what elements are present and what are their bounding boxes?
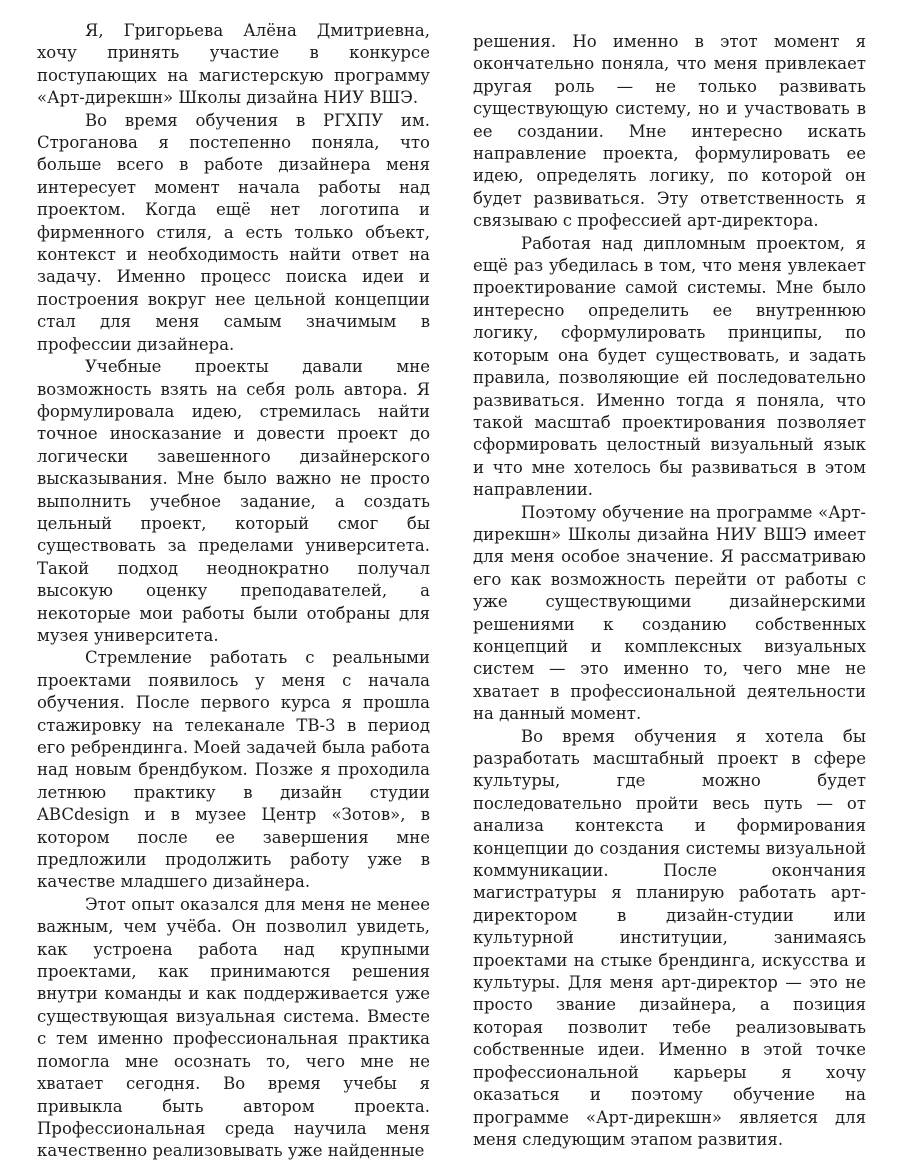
paragraph: Я, Григорьева Алёна Дмитриевна, хочу принять участие в конкурсе поступающих на магистерскую программу «Арт-дирекшн» Школы дизайна НИУ ВШЭ. xyxy=(37,21,430,108)
paragraph: Работая над дипломным проектом, я ещё раз убедилась в том, что меня увлекает проектирование самой системы. Мне было интересно определить ее внутреннюю логику, сформулировать принципы, по которым она будет существовать, и задать правила, позволяющие ей последовательно развиваться. Именно тогда я поняла, что такой масштаб проектирования позволяет сформировать целостный визуальный язык и что мне хотелось бы развиваться в этом направлении. xyxy=(473,233,866,500)
paragraph: Этот опыт оказался для меня не менее важным, чем учёба. Он позволил увидеть, как устроена работа над крупными проектами, как принимаются решения внутри команды и как поддерживается уже существующая визуальная система. Вместе с тем именно профессиональная практика помогла мне осознать то, чего мне не хватает сегодня. Во время учебы я привыкла быть автором проекта. Профессиональная среда научила меня качественно реализовывать уже найденные xyxy=(37,894,430,1161)
paragraph: Учебные проекты давали мне возможность взять на себя роль автора. Я формулировала идею, стремилась найти точное иносказание и довести проект до логически завешенного дизайнерского высказывания. Мне было важно не просто выполнить учебное задание, а создать цельный проект, который смог бы существовать за пределами университета. Такой подход неоднократно получал высокую оценку преподавателей, а некоторые мои работы были отобраны для музея университета. xyxy=(37,357,430,645)
paragraph: Поэтому обучение на программе «Арт-дирекшн» Школы дизайна НИУ ВШЭ имеет для меня особое значение. Я рассматриваю его как возможность перейти от работы с уже существующими дизайнерскими решениями к созданию собственных концепций и комплексных визуальных систем — это именно то, чего мне не хватает в профессиональной деятельности на данный момент. xyxy=(473,502,866,724)
text-column-left xyxy=(37,20,430,1163)
paragraph-continued: решения. Но именно в этот момент я окончательно поняла, что меня привлекает другая роль — не только развивать существующую систему, но и участвовать в ее создании. Мне интересно искать направление проекта, формулировать ее идею, определять логику, по которой он будет развиваться. Эту ответственность я связываю с профессией арт-директора. xyxy=(473,32,866,231)
text-column-right xyxy=(473,31,866,1151)
paragraph: Во время обучения я хотела бы разработать масштабный проект в сфере культуры, где можно будет последовательно пройти весь путь — от анализа контекста и формирования концепции до создания системы визуальной коммуникации. После окончания магистратуры я планирую работать арт-директором в дизайн-студии или культурной институции, занимаясь проектами на стыке брендинга, искусства и культуры. Для меня арт-директор — это не просто звание дизайнера, а позиция которая позволит тебе реализовывать собственные идеи. Именно в этой точке профессиональной карьеры я хочу оказаться и поэтому обучение на программе «Арт-дирекшн» является для меня следующим этапом развития. xyxy=(473,726,866,1149)
paragraph: Во время обучения в РГХПУ им. Строганова я постепенно поняла, что больше всего в работе дизайнера меня интересует момент начала работы над проектом. Когда ещё нет логотипа и фирменного стиля, а есть только объект, контекст и необходимость найти ответ на задачу. Именно процесс поиска идеи и построения вокруг нее цельной концепции стал для меня самым значимым в профессии дизайнера. xyxy=(37,110,430,354)
paragraph: Стремление работать с реальными проектами появилось у меня с начала обучения. После первого курса я прошла стажировку на телеканале ТВ-3 в период его ребрендинга. Моей задачей была работа над новым брендбуком. Позже я проходила летнюю практику в дизайн студии ABCdesign и в музее Центр «Зотов», в котором после ее завершения мне предложили продолжить работу уже в качестве младшего дизайнера. xyxy=(37,648,430,892)
